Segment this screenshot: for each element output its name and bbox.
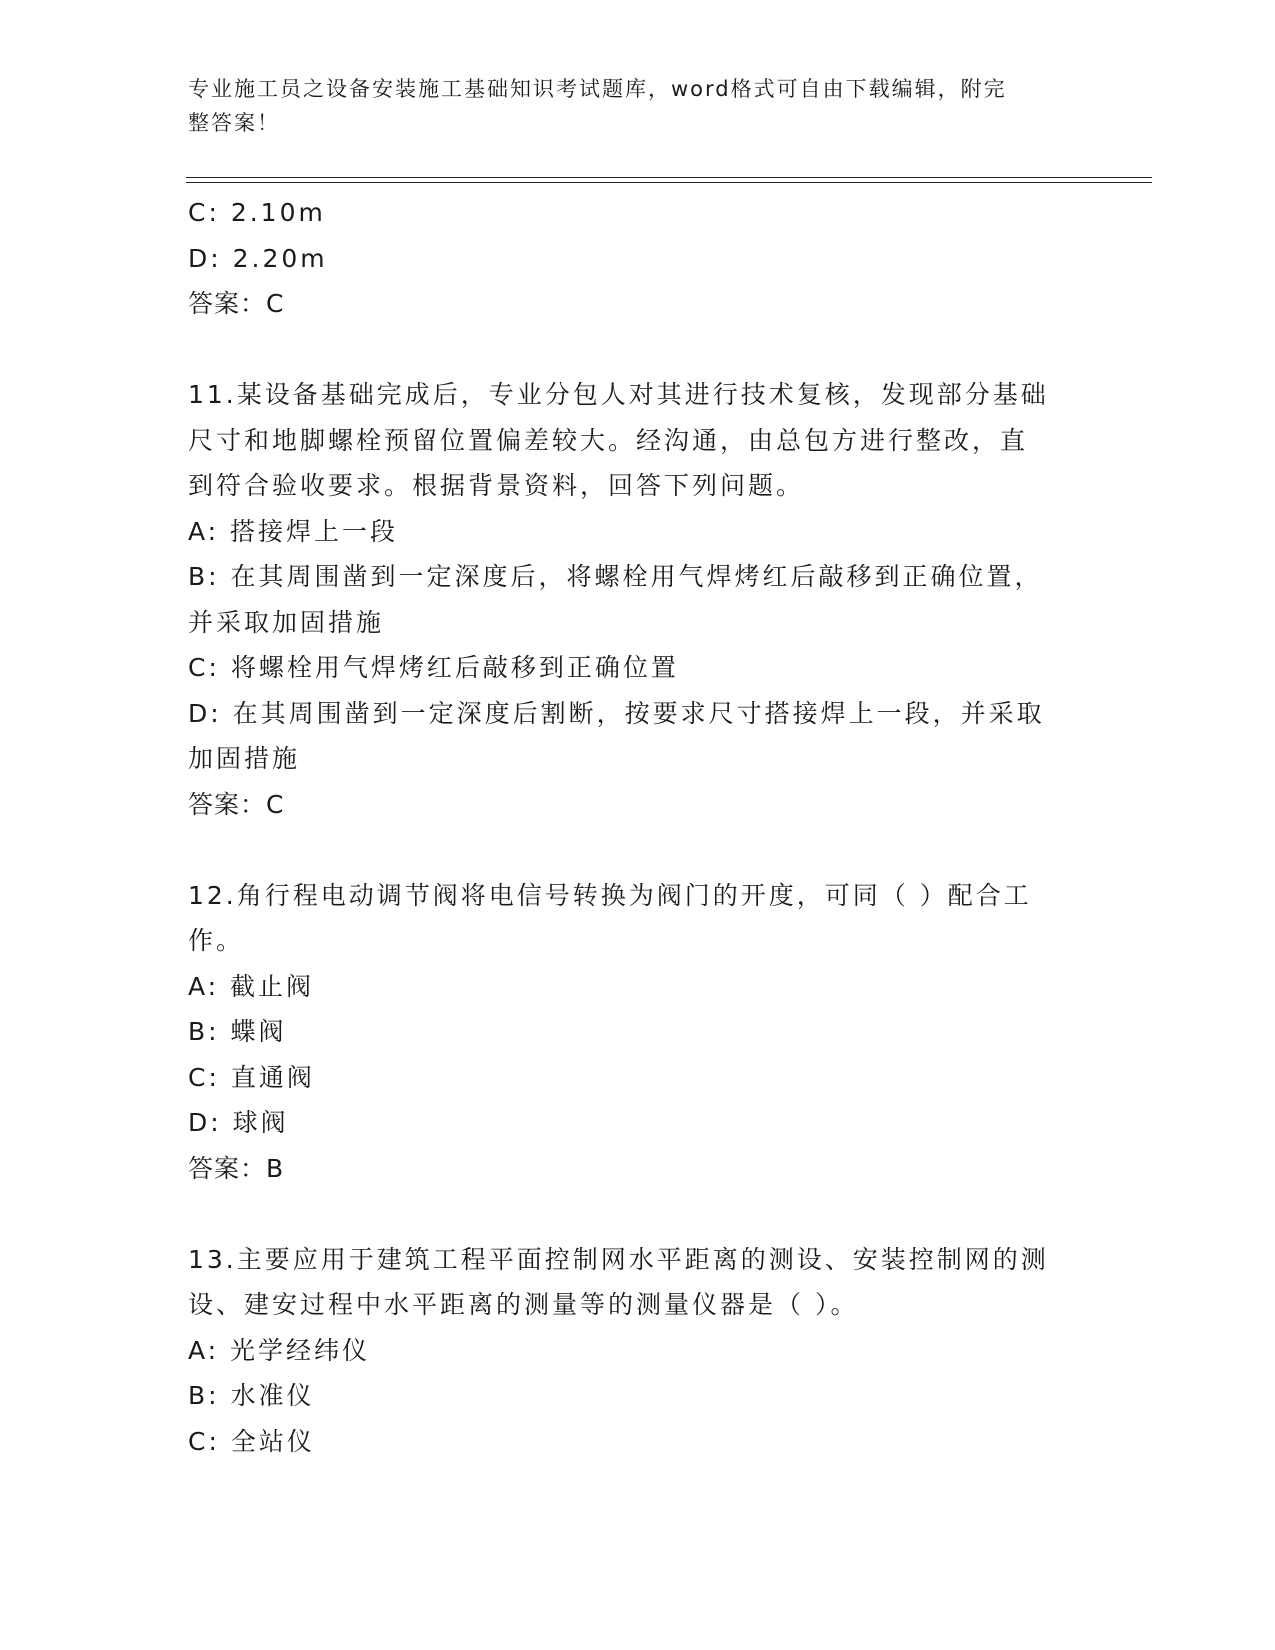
question-stem-line: 尺寸和地脚螺栓预留位置偏差较大。经沟通，由总包方进行整改，直 xyxy=(188,425,1029,455)
question-stem-line: 12.角行程电动调节阀将电信号转换为阀门的开度，可同（ ）配合工 xyxy=(188,880,1032,910)
question-list xyxy=(188,190,1088,1464)
option-a: A: 光学经纬仪 xyxy=(188,1335,371,1365)
option-a: A: 截止阀 xyxy=(188,971,315,1001)
question-stem-line: 11.某设备基础完成后，专业分包人对其进行技术复核，发现部分基础 xyxy=(188,380,1049,409)
option-d: D: 球阀 xyxy=(188,1108,289,1137)
question-12 xyxy=(188,873,1088,1192)
question-10 xyxy=(188,190,1088,327)
option-c: C: 将螺栓用气焊烤红后敲移到正确位置 xyxy=(188,653,679,682)
question-11 xyxy=(188,372,1088,827)
option-b-line-2: 并采取加固措施 xyxy=(188,607,385,637)
answer-text: 答案：B xyxy=(188,1153,285,1183)
header-line-2: 整答案！ xyxy=(188,111,280,135)
option-c: C: 直通阀 xyxy=(188,1062,315,1092)
spacer xyxy=(188,327,1088,373)
option-b: B: 水准仪 xyxy=(188,1381,315,1410)
option-a: A: 搭接焊上一段 xyxy=(188,516,399,546)
header-divider-bottom xyxy=(186,182,1152,183)
question-stem-line: 设、建安过程中水平距离的测量等的测量仪器是（ ）。 xyxy=(188,1290,859,1319)
option-d-line-1: D: 在其周围凿到一定深度后割断，按要求尺寸搭接焊上一段，并采取 xyxy=(188,698,1045,728)
question-stem-line: 到符合验收要求。根据背景资料，回答下列问题。 xyxy=(188,471,805,500)
header-line-1: 专业施工员之设备安装施工基础知识考试题库，word格式可自由下载编辑，附完 xyxy=(188,77,1007,101)
option-d-line-2: 加固措施 xyxy=(188,744,301,773)
document-header xyxy=(188,72,1068,140)
answer-text: 答案：C xyxy=(188,289,285,318)
header-divider-top xyxy=(186,177,1152,178)
question-stem-line: 作。 xyxy=(188,926,245,955)
option-c: C: 全站仪 xyxy=(188,1426,315,1456)
option-b-line-1: B: 在其周围凿到一定深度后，将螺栓用气焊烤红后敲移到正确位置， xyxy=(188,562,1043,591)
spacer xyxy=(188,827,1088,873)
spacer xyxy=(188,1191,1088,1237)
question-stem-line: 13.主要应用于建筑工程平面控制网水平距离的测设、安装控制网的测 xyxy=(188,1244,1049,1274)
question-13 xyxy=(188,1237,1088,1465)
option-c: C: 2.10m xyxy=(188,198,326,227)
answer-text: 答案：C xyxy=(188,789,285,819)
option-b: B: 蝶阀 xyxy=(188,1017,287,1046)
option-d: D: 2.20m xyxy=(188,243,328,273)
